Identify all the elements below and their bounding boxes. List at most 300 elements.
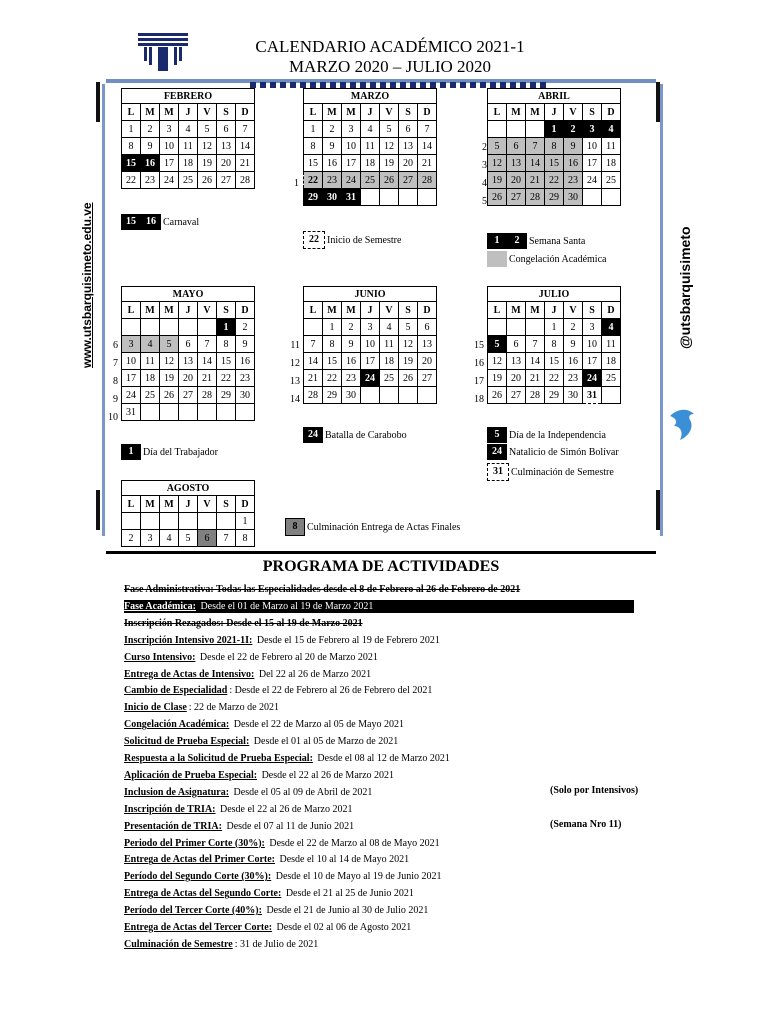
weekday-header: M [160, 104, 179, 121]
day-cell: 29 [217, 387, 236, 404]
day-cell [122, 513, 141, 530]
program-title: PROGRAMA DE ACTIVIDADES [262, 558, 500, 575]
day-cell: 8 [217, 336, 236, 353]
day-cell: 4 [160, 530, 179, 547]
day-cell: 30 [564, 189, 583, 206]
activity-dates: Desde el 07 al 11 de Junio 2021 [223, 820, 355, 832]
legend-label: Día de la Independencia [509, 429, 606, 441]
weekday-header: M [141, 496, 160, 513]
activity-label: Fase Académica: [124, 600, 196, 612]
right-blue-line [660, 84, 663, 536]
weekday-header: J [545, 302, 564, 319]
legend-label: Batalla de Carabobo [325, 429, 407, 441]
weekday-header: V [564, 302, 583, 319]
day-cell: 19 [399, 353, 418, 370]
weekday-header: M [160, 302, 179, 319]
day-cell: 3 [342, 121, 361, 138]
left-black-bar [96, 82, 100, 122]
legend-box: 2 [507, 233, 527, 249]
weekday-header: S [217, 104, 236, 121]
weekday-header: J [361, 104, 380, 121]
day-cell: 14 [198, 353, 217, 370]
weekday-header: D [602, 302, 621, 319]
day-cell: 15 [545, 353, 564, 370]
day-cell: 7 [236, 121, 255, 138]
weekday-header: V [198, 496, 217, 513]
day-cell: 14 [418, 138, 437, 155]
weekday-header: J [361, 302, 380, 319]
day-cell: 10 [361, 336, 380, 353]
day-cell: 27 [179, 387, 198, 404]
day-cell: 5 [399, 319, 418, 336]
day-cell: 8 [122, 138, 141, 155]
day-cell: 3 [122, 336, 141, 353]
day-cell: 28 [198, 387, 217, 404]
legend-box: 22 [303, 231, 325, 249]
activity-item [124, 617, 365, 630]
weekday-header: J [545, 104, 564, 121]
legend-carabobo [303, 427, 407, 443]
weekday-header: D [236, 104, 255, 121]
legend-box [487, 251, 507, 267]
day-cell: 20 [179, 370, 198, 387]
day-cell: 17 [583, 155, 602, 172]
day-cell: 17 [583, 353, 602, 370]
activity-dates: Desde el 10 de Mayo al 19 de Junio 2021 [273, 871, 442, 883]
day-cell [380, 387, 399, 404]
day-cell: 6 [507, 336, 526, 353]
weekday-header: V [198, 104, 217, 121]
activity-label: Curso Intensivo: [124, 651, 196, 663]
legend-label: Culminación Entrega de Actas Finales [307, 521, 461, 533]
day-cell: 21 [304, 370, 323, 387]
day-cell: 18 [361, 155, 380, 172]
day-cell: 21 [526, 172, 545, 189]
legend-carnaval [121, 214, 199, 230]
day-cell: 10 [583, 138, 602, 155]
day-cell: 29 [545, 189, 564, 206]
day-cell: 10 [122, 353, 141, 370]
activity-label: Fase Administrativa: Todas las Especialidades desde el 8 de Febrero al 26 de Febrero de 2021 [124, 584, 521, 595]
activity-dates: : 22 de Marzo de 2021 [188, 702, 280, 714]
day-cell: 9 [564, 336, 583, 353]
activity-label: Entrega de Actas del Primer Corte: [124, 854, 275, 866]
calendar-junio [303, 286, 437, 404]
weekday-header: M [323, 104, 342, 121]
weekday-header: M [323, 302, 342, 319]
day-cell: 18 [380, 353, 399, 370]
activity-label: Solicitud de Prueba Especial: [124, 736, 250, 748]
weekday-header: V [380, 302, 399, 319]
legend-culminacion [487, 463, 614, 481]
day-cell: 2 [342, 319, 361, 336]
day-cell: 6 [217, 121, 236, 138]
day-cell: 27 [507, 387, 526, 404]
weekday-header: M [141, 302, 160, 319]
day-cell [198, 319, 217, 336]
legend-box: 5 [487, 427, 507, 443]
bird-icon [668, 404, 696, 444]
day-cell: 1 [304, 121, 323, 138]
day-cell [179, 319, 198, 336]
day-cell: 2 [122, 530, 141, 547]
day-cell: 16 [323, 155, 342, 172]
day-cell [602, 387, 621, 404]
day-cell: 10 [160, 138, 179, 155]
weekday-header: D [418, 302, 437, 319]
day-cell: 14 [526, 155, 545, 172]
day-cell: 14 [236, 138, 255, 155]
weekday-header: L [304, 302, 323, 319]
day-cell: 31 [122, 404, 141, 421]
activity-dates: : 31 de Julio de 2021 [234, 938, 319, 950]
activity-label: Periodo del Primer Corte (30%): [124, 837, 265, 849]
month-name: AGOSTO [122, 481, 255, 496]
activity-item [124, 634, 440, 647]
day-cell: 4 [602, 319, 621, 336]
right-black-bar-bottom [656, 490, 660, 530]
calendar-subtitle: MARZO 2020 – JULIO 2020 [288, 57, 492, 76]
activity-item [124, 684, 432, 697]
activity-label: Aplicación de Prueba Especial: [124, 769, 258, 781]
calendar-marzo [303, 88, 437, 206]
activity-label: Culminación de Semestre [124, 938, 233, 950]
activity-dates: Desde el 08 al 12 de Marzo 2021 [314, 753, 450, 764]
activity-item [124, 769, 394, 782]
weekday-header: S [399, 104, 418, 121]
legend-box: 16 [141, 214, 161, 230]
activity-dates: : Desde el 22 de Febrero al 26 de Febrero del 2021 [229, 685, 433, 697]
day-cell [418, 387, 437, 404]
day-cell: 27 [399, 172, 418, 189]
day-cell: 11 [141, 353, 160, 370]
week-number: 10 [108, 412, 118, 423]
day-cell: 27 [418, 370, 437, 387]
weekday-header: D [602, 104, 621, 121]
day-cell: 30 [342, 387, 361, 404]
day-cell: 24 [342, 172, 361, 189]
day-cell: 6 [198, 530, 217, 547]
day-cell [179, 404, 198, 421]
day-cell: 21 [418, 155, 437, 172]
day-cell: 3 [583, 319, 602, 336]
day-cell: 15 [304, 155, 323, 172]
day-cell: 24 [583, 172, 602, 189]
activity-dates: Desde el 02 al 06 de Agosto 2021 [274, 922, 412, 933]
activity-label: Período del Tercer Corte (40%): [124, 905, 262, 917]
day-cell: 3 [361, 319, 380, 336]
weekday-header: S [583, 104, 602, 121]
activity-item [124, 600, 634, 613]
legend-label: Inicio de Semestre [327, 234, 402, 246]
activity-item [124, 921, 411, 934]
activity-dates: Desde el 15 de Febrero al 19 de Febrero 2021 [254, 634, 440, 646]
note-intensivos: (Solo por Intensivos) [550, 785, 639, 796]
day-cell [399, 387, 418, 404]
weekday-header: M [526, 302, 545, 319]
legend-box: 24 [303, 427, 323, 443]
weekday-header: S [217, 496, 236, 513]
day-cell: 25 [602, 370, 621, 387]
day-cell: 4 [141, 336, 160, 353]
day-cell: 3 [583, 121, 602, 138]
day-cell: 9 [564, 138, 583, 155]
week-number: 11 [290, 340, 300, 351]
week-number: 17 [474, 376, 484, 387]
activity-item [124, 668, 371, 681]
day-cell [583, 189, 602, 206]
program-divider [106, 551, 656, 554]
day-cell [236, 404, 255, 421]
day-cell: 15 [545, 155, 564, 172]
day-cell: 9 [323, 138, 342, 155]
day-cell: 11 [179, 138, 198, 155]
day-cell: 5 [198, 121, 217, 138]
weekday-header: M [507, 104, 526, 121]
day-cell: 15 [323, 353, 342, 370]
week-number: 6 [113, 340, 118, 351]
activity-item [124, 870, 442, 883]
day-cell: 5 [380, 121, 399, 138]
day-cell: 2 [236, 319, 255, 336]
activity-dates: Desde el 01 al 05 de Marzo de 2021 [251, 736, 399, 748]
weekday-header: S [583, 302, 602, 319]
website-url: www.utsbarquisimeto.edu.ve [80, 202, 94, 368]
legend-box: 8 [285, 518, 305, 536]
day-cell: 4 [179, 121, 198, 138]
day-cell [141, 404, 160, 421]
day-cell: 25 [141, 387, 160, 404]
day-cell: 4 [602, 121, 621, 138]
weekday-header: V [380, 104, 399, 121]
day-cell: 28 [526, 189, 545, 206]
day-cell: 19 [488, 370, 507, 387]
day-cell: 1 [545, 121, 564, 138]
legend-box: 31 [487, 463, 509, 481]
day-cell: 11 [602, 336, 621, 353]
legend-label: Semana Santa [529, 235, 586, 247]
day-cell: 20 [418, 353, 437, 370]
month-name: JULIO [488, 287, 621, 302]
day-cell: 13 [418, 336, 437, 353]
day-cell: 20 [507, 370, 526, 387]
day-cell: 8 [545, 138, 564, 155]
day-cell: 22 [122, 172, 141, 189]
weekday-header: V [198, 302, 217, 319]
day-cell: 21 [198, 370, 217, 387]
activity-dates: Desde el 22 al 26 de Marzo 2021 [259, 769, 395, 781]
day-cell: 7 [418, 121, 437, 138]
day-cell: 7 [217, 530, 236, 547]
activity-dates: Desde el 21 al 25 de Junio 2021 [283, 888, 414, 900]
day-cell: 14 [526, 353, 545, 370]
day-cell: 16 [236, 353, 255, 370]
day-cell [198, 404, 217, 421]
legend-semana-santa [487, 233, 585, 249]
calendar-agosto [121, 480, 255, 547]
day-cell: 6 [507, 138, 526, 155]
week-number: 2 [482, 142, 487, 153]
day-cell [361, 189, 380, 206]
activity-item [124, 583, 522, 596]
day-cell: 12 [380, 138, 399, 155]
day-cell [179, 513, 198, 530]
day-cell: 10 [342, 138, 361, 155]
day-cell [418, 189, 437, 206]
day-cell: 9 [342, 336, 361, 353]
day-cell [526, 121, 545, 138]
day-cell: 12 [198, 138, 217, 155]
day-cell: 11 [361, 138, 380, 155]
activity-label: Inclusion de Asignatura: [124, 786, 230, 798]
day-cell: 7 [304, 336, 323, 353]
day-cell: 19 [198, 155, 217, 172]
day-cell: 2 [141, 121, 160, 138]
week-number: 16 [474, 358, 484, 369]
day-cell: 5 [179, 530, 198, 547]
weekday-header: S [399, 302, 418, 319]
week-number: 18 [474, 394, 484, 405]
day-cell [380, 189, 399, 206]
activity-item [124, 735, 398, 748]
calendar-title: CALENDARIO ACADÉMICO 2021-1 [255, 37, 525, 56]
day-cell: 8 [323, 336, 342, 353]
day-cell: 18 [602, 353, 621, 370]
day-cell: 5 [488, 138, 507, 155]
day-cell: 25 [380, 370, 399, 387]
week-number: 8 [113, 376, 118, 387]
legend-box: 24 [487, 444, 507, 460]
activity-dates: Desde el 22 de Marzo al 08 de Mayo 2021 [266, 837, 440, 849]
day-cell: 6 [179, 336, 198, 353]
day-cell: 26 [198, 172, 217, 189]
activity-item [124, 887, 414, 900]
day-cell: 22 [323, 370, 342, 387]
day-cell: 5 [488, 336, 507, 353]
day-cell: 20 [217, 155, 236, 172]
day-cell: 28 [526, 387, 545, 404]
week-number: 5 [482, 196, 487, 207]
day-cell: 4 [361, 121, 380, 138]
activity-dates: Desde el 22 al 26 de Marzo 2021 [217, 803, 353, 815]
day-cell [602, 189, 621, 206]
day-cell [507, 121, 526, 138]
activity-label: Inscripción Intensivo 2021-1I: [124, 634, 253, 646]
day-cell: 24 [583, 370, 602, 387]
day-cell: 22 [217, 370, 236, 387]
day-cell: 3 [160, 121, 179, 138]
activity-label: Inicio de Clase [124, 702, 187, 714]
weekday-header: S [217, 302, 236, 319]
day-cell [507, 319, 526, 336]
legend-box: 1 [121, 444, 141, 460]
calendar-febrero [121, 88, 255, 189]
day-cell [160, 513, 179, 530]
day-cell: 26 [160, 387, 179, 404]
activity-label: Entrega de Actas del Segundo Corte: [124, 888, 282, 900]
day-cell: 4 [380, 319, 399, 336]
day-cell: 1 [217, 319, 236, 336]
week-number: 9 [113, 394, 118, 405]
activity-item [124, 938, 318, 951]
legend-bolivar [487, 444, 619, 460]
day-cell [141, 513, 160, 530]
activity-label: Período del Segundo Corte (30%): [124, 871, 272, 883]
day-cell [399, 189, 418, 206]
day-cell: 6 [399, 121, 418, 138]
day-cell: 28 [236, 172, 255, 189]
day-cell: 18 [602, 155, 621, 172]
day-cell [304, 319, 323, 336]
day-cell: 30 [564, 387, 583, 404]
activity-dates: Desde el 10 al 14 de Mayo 2021 [276, 854, 410, 866]
day-cell: 30 [323, 189, 342, 206]
weekday-header: J [179, 496, 198, 513]
week-number: 15 [474, 340, 484, 351]
day-cell: 25 [361, 172, 380, 189]
day-cell: 20 [399, 155, 418, 172]
day-cell: 1 [545, 319, 564, 336]
day-cell: 21 [526, 370, 545, 387]
day-cell: 30 [236, 387, 255, 404]
day-cell: 1 [236, 513, 255, 530]
activity-label: Congelación Académica: [124, 719, 230, 731]
activity-item [124, 701, 279, 714]
activity-item [124, 803, 352, 816]
day-cell [198, 513, 217, 530]
activity-dates: Desde el 22 de Febrero al 20 de Marzo 2021 [197, 651, 378, 663]
weekday-header: M [507, 302, 526, 319]
activity-label: Presentación de TRIA: [124, 820, 222, 832]
day-cell: 24 [122, 387, 141, 404]
weekday-header: L [304, 104, 323, 121]
day-cell: 14 [304, 353, 323, 370]
day-cell: 8 [236, 530, 255, 547]
day-cell: 18 [179, 155, 198, 172]
weekday-header: M [342, 302, 361, 319]
day-cell: 13 [507, 353, 526, 370]
day-cell [488, 319, 507, 336]
legend-box: 15 [121, 214, 141, 230]
activity-item [124, 752, 450, 765]
day-cell: 5 [160, 336, 179, 353]
week-number: 7 [113, 358, 118, 369]
weekday-header: V [564, 104, 583, 121]
weekday-header: L [488, 302, 507, 319]
month-name: ABRIL [488, 89, 621, 104]
activity-label: Cambio de Especialidad [124, 685, 228, 697]
weekday-header: M [342, 104, 361, 121]
day-cell: 17 [361, 353, 380, 370]
day-cell: 19 [380, 155, 399, 172]
day-cell: 23 [323, 172, 342, 189]
day-cell [217, 513, 236, 530]
weekday-header: D [236, 302, 255, 319]
day-cell [141, 319, 160, 336]
day-cell: 8 [545, 336, 564, 353]
day-cell: 23 [564, 172, 583, 189]
day-cell: 7 [198, 336, 217, 353]
day-cell: 19 [160, 370, 179, 387]
month-name: MAYO [122, 287, 255, 302]
weekday-header: L [122, 302, 141, 319]
day-cell: 31 [583, 387, 602, 404]
calendar-abril [487, 88, 621, 206]
activity-label: Respuesta a la Solicitud de Prueba Especial: [124, 753, 313, 764]
day-cell: 22 [545, 370, 564, 387]
day-cell: 1 [323, 319, 342, 336]
legend-independencia [487, 427, 606, 443]
